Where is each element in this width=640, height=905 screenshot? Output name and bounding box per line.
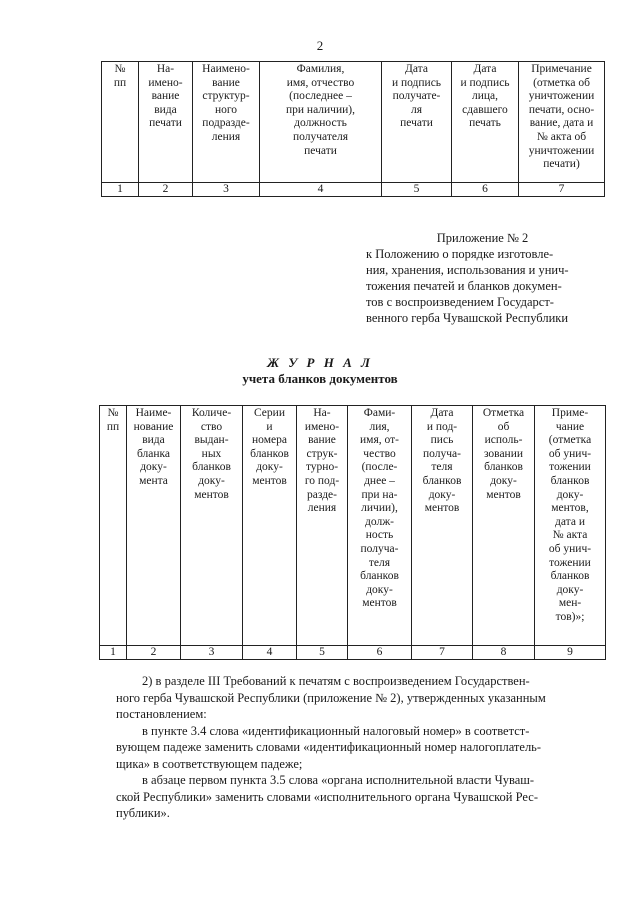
header-cell: Наиме- нование вида бланка доку- мента <box>127 406 181 646</box>
header-cell: Дата и под- пись получа- теля бланков доку- ментов <box>412 406 473 646</box>
column-number: 3 <box>193 183 260 197</box>
header-cell: Количе- ство выдан- ных бланков доку- ментов <box>181 406 243 646</box>
header-cell: На- имено- вание струк- турно- го под- разде- ления <box>297 406 348 646</box>
column-number-row <box>100 646 606 660</box>
header-cell: Дата и подпись лица, сдавшего печать <box>452 62 519 183</box>
header-cell: Дата и подпись получате- ля печати <box>382 62 452 183</box>
journal-heading <box>0 355 640 387</box>
column-number: 1 <box>100 646 127 660</box>
blanks-journal-table <box>99 405 606 660</box>
column-number: 6 <box>452 183 519 197</box>
column-number: 6 <box>348 646 412 660</box>
header-cell: Примечание (отметка об уничтожении печати, осно- вание, дата и № акта об уничтожении печати) <box>519 62 605 183</box>
header-cell: Фами- лия, имя, от- чество (после- днее – при на- личии), долж- ность получа- теля бланков доку- ментов <box>348 406 412 646</box>
paragraph: 2) в разделе III Требований к печатям с воспроизведением Государствен- ного герба Чувашской Республики (приложение № 2), утвержденных указанным постановлением: <box>116 674 546 721</box>
header-cell: Отметка об исполь- зовании бланков доку- ментов <box>473 406 535 646</box>
column-number: 5 <box>297 646 348 660</box>
appendix-text: к Положению о порядке изготовле- ния, хранения, использования и унич- тожения печатей и бланков докумен- тов с воспроизведением Государст- венного герба Чувашской Республики <box>366 247 569 325</box>
header-cell: № пп <box>100 406 127 646</box>
journal-subtitle: учета бланков документов <box>242 371 398 386</box>
paragraph: в пункте 3.4 слова «идентификационный налоговый номер» в соответст- вующем падеже заменить словами «идентификационный номер налогоплатель- щика» в соответствующем падеже; <box>116 723 542 771</box>
column-number: 2 <box>139 183 193 197</box>
column-number: 5 <box>382 183 452 197</box>
amendment-text <box>116 673 602 822</box>
column-number: 2 <box>127 646 181 660</box>
page-number: 2 <box>316 38 324 53</box>
header-cell: Наимено- вание структур- ного подразде- ления <box>193 62 260 183</box>
appendix-block <box>366 230 599 326</box>
paragraph: в абзаце первом пункта 3.5 слова «органа исполнительной власти Чуваш- ской Республики» заменить словами «исполнительного органа Чувашской Рес- публики». <box>116 773 538 820</box>
header-cell: Фамилия, имя, отчество (последнее – при наличии), должность получателя печати <box>260 62 382 183</box>
column-number: 7 <box>519 183 605 197</box>
column-number: 4 <box>260 183 382 197</box>
column-number-row <box>102 183 605 197</box>
column-number: 4 <box>243 646 297 660</box>
seal-journal-table <box>101 61 605 197</box>
journal-title: Ж У Р Н А Л <box>267 355 373 370</box>
header-cell: Приме- чание (отметка об унич- тожении бланков доку- ментов, дата и № акта об унич- тожении бланков доку- мен- тов)»; <box>535 406 606 646</box>
appendix-title: Приложение № 2 <box>436 231 529 245</box>
table-header-row <box>102 62 605 183</box>
column-number: 3 <box>181 646 243 660</box>
header-cell: № пп <box>102 62 139 183</box>
table-header-row <box>100 406 606 646</box>
column-number: 8 <box>473 646 535 660</box>
column-number: 9 <box>535 646 606 660</box>
header-cell: На- имено- вание вида печати <box>139 62 193 183</box>
column-number: 7 <box>412 646 473 660</box>
header-cell: Серии и номера бланков доку- ментов <box>243 406 297 646</box>
column-number: 1 <box>102 183 139 197</box>
